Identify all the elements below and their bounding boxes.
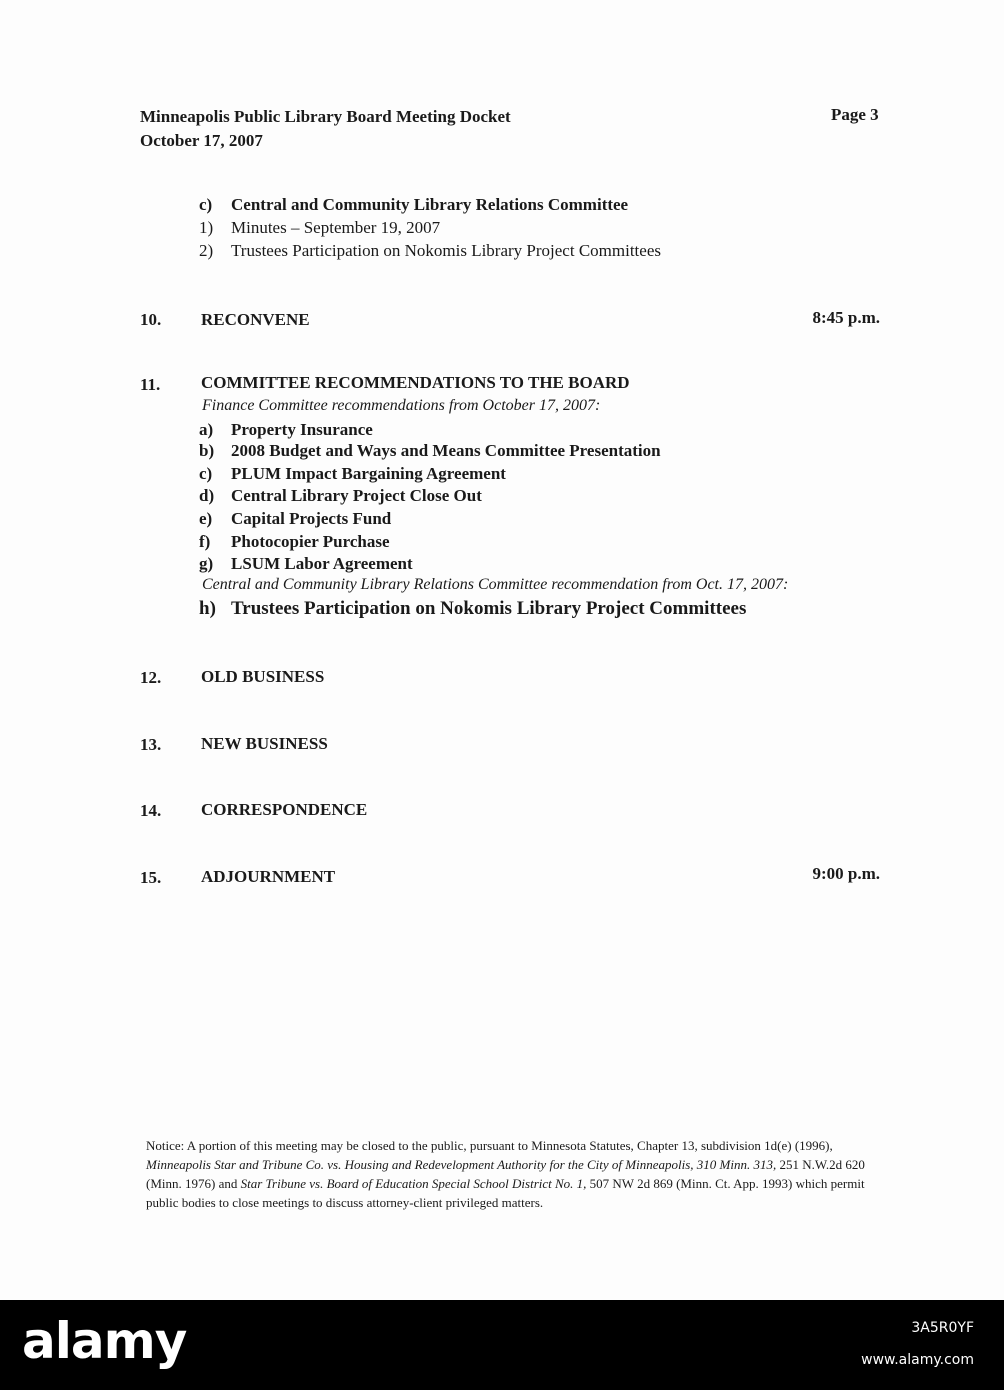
list-label: b) bbox=[199, 441, 215, 460]
section-number: 10. bbox=[140, 310, 162, 329]
section-title: ADJOURNMENT bbox=[201, 867, 336, 886]
committee-c-heading bbox=[199, 195, 628, 215]
relations-intro: Central and Community Library Relations Committee recommendation from Oct. 17, 2007: bbox=[202, 576, 789, 593]
list-item-text: LSUM Labor Agreement bbox=[231, 554, 413, 573]
section-title: CORRESPONDENCE bbox=[201, 800, 368, 819]
list-label: c) bbox=[199, 464, 213, 483]
committee-c-item bbox=[199, 241, 661, 261]
recommendation-item bbox=[199, 464, 506, 484]
section-title: COMMITTEE RECOMMENDATIONS TO THE BOARD bbox=[201, 373, 630, 392]
section-title: NEW BUSINESS bbox=[201, 734, 328, 753]
committee-c-title: Central and Community Library Relations Committee bbox=[231, 195, 629, 214]
notice-text: 251 N.W.2d 620 (Minn. 1976) and bbox=[146, 1157, 865, 1191]
list-item-text: 2008 Budget and Ways and Means Committee Presentation bbox=[231, 441, 661, 460]
recommendation-item bbox=[199, 509, 391, 529]
legal-notice bbox=[146, 1136, 886, 1212]
list-item-text: Trustees Participation on Nokomis Library Project Committees bbox=[231, 241, 661, 260]
recommendation-item bbox=[199, 554, 413, 574]
section-title: RECONVENE bbox=[201, 310, 310, 329]
docket-date: October 17, 2007 bbox=[140, 131, 263, 150]
committee-c-label: c) bbox=[199, 195, 213, 214]
list-item-text: Minutes – September 19, 2007 bbox=[231, 218, 441, 237]
image-id: 3A5R0YF bbox=[911, 1320, 974, 1336]
recommendation-item bbox=[199, 420, 373, 440]
recommendation-item bbox=[199, 486, 482, 506]
list-label: a) bbox=[199, 420, 214, 439]
list-label: e) bbox=[199, 509, 213, 528]
section-number: 15. bbox=[140, 868, 162, 887]
list-label: g) bbox=[199, 554, 214, 573]
section-title: OLD BUSINESS bbox=[201, 667, 325, 686]
watermark-footer bbox=[0, 1300, 1004, 1390]
section-number: 12. bbox=[140, 668, 162, 687]
docket-title: Minneapolis Public Library Board Meeting Docket bbox=[140, 107, 511, 126]
list-item-text: Photocopier Purchase bbox=[231, 532, 390, 551]
section-number: 14. bbox=[140, 801, 162, 820]
list-item-text: Property Insurance bbox=[231, 420, 373, 439]
section-time: 8:45 p.m. bbox=[812, 308, 880, 327]
list-item-text: Central Library Project Close Out bbox=[231, 486, 482, 505]
recommendation-item bbox=[199, 441, 661, 461]
list-item-text: Trustees Participation on Nokomis Library Project Committees bbox=[231, 598, 747, 619]
case-citation: Minneapolis Star and Tribune Co. vs. Housing and Redevelopment Authority for the City of Minneapolis, 310 Minn. 313, bbox=[146, 1157, 777, 1172]
finance-intro: Finance Committee recommendations from October 17, 2007: bbox=[202, 397, 601, 414]
section-time: 9:00 p.m. bbox=[812, 864, 880, 883]
case-citation: Star Tribune vs. Board of Education Special School District No. 1, bbox=[240, 1176, 587, 1191]
site-url: www.alamy.com bbox=[861, 1352, 974, 1368]
list-label: f) bbox=[199, 532, 211, 551]
section-number: 13. bbox=[140, 735, 162, 754]
list-label: 1) bbox=[199, 218, 214, 237]
alamy-logo: alamy bbox=[22, 1312, 187, 1370]
section-number: 11. bbox=[140, 375, 161, 394]
recommendation-item bbox=[199, 532, 390, 552]
committee-c-item bbox=[199, 218, 440, 238]
list-item-text: Capital Projects Fund bbox=[231, 509, 392, 528]
list-label: h) bbox=[199, 598, 216, 619]
list-item-text: PLUM Impact Bargaining Agreement bbox=[231, 464, 506, 483]
notice-text: Notice: A portion of this meeting may be closed to the public, pursuant to Minnesota Statutes, Chapter 13, subdivision 1d(e) (1996), bbox=[146, 1138, 833, 1153]
page-number: Page 3 bbox=[831, 105, 879, 124]
notice-text: 507 NW 2d 869 (Minn. Ct. App. 1993) which permit public bodies to close meetings to discuss attorney-client privileged matters. bbox=[146, 1176, 865, 1210]
recommendation-item bbox=[199, 598, 746, 620]
list-label: d) bbox=[199, 486, 215, 505]
list-label: 2) bbox=[199, 241, 214, 260]
